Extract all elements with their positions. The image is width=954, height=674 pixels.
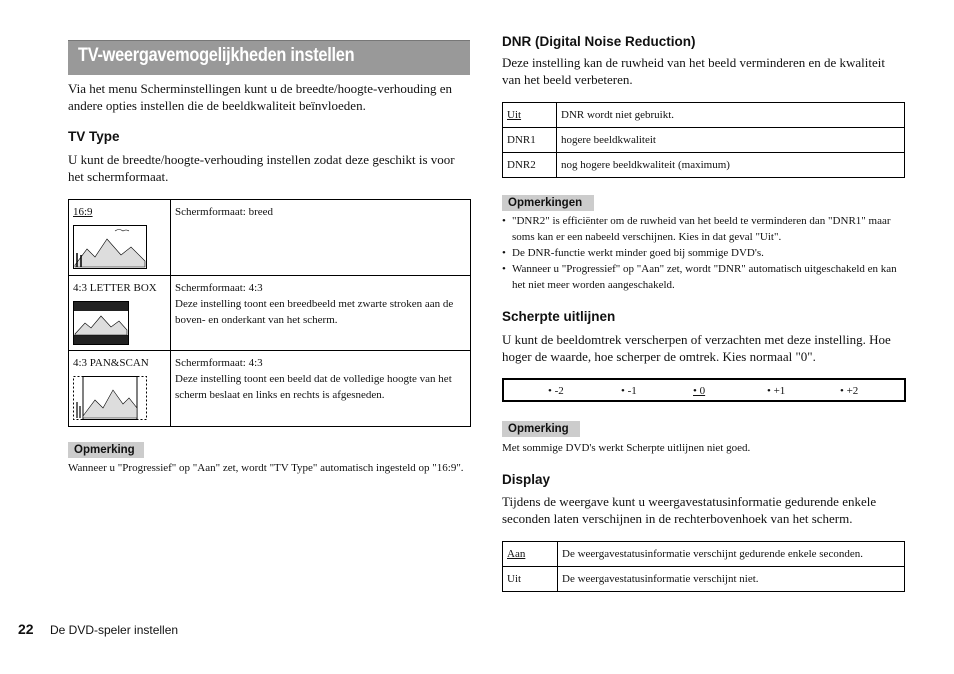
- description-cell: nog hogere beeldkwaliteit (maximum): [557, 153, 905, 178]
- description-cell: [171, 351, 471, 427]
- sharpness-note-label: Opmerking: [502, 421, 580, 437]
- table-row: [69, 276, 471, 351]
- display-heading: Display: [502, 472, 551, 487]
- dnr-paragraph: Deze instelling kan de ruwheid van het beeld verminderen en de kwaliteit van het beeld verbeteren.: [502, 55, 885, 87]
- section-title: TV-weergavemogelijkheden instellen: [78, 45, 355, 66]
- table-row: [503, 103, 905, 128]
- page-number: 22: [18, 621, 34, 637]
- option-cell: [503, 542, 558, 567]
- notes-list: [502, 213, 906, 293]
- display-table: [502, 541, 905, 592]
- sharpness-note-text: Met sommige DVD's werkt Scherpte uitlijnen niet goed.: [502, 442, 751, 454]
- sharpness-value-default: • 0: [693, 385, 706, 397]
- description-line: Deze instelling toont een beeld dat de volledige hoogte van het scherm beslaat en links en rechts is afgesneden.: [175, 373, 452, 401]
- description-cell: De weergavestatusinformatie verschijnt niet.: [558, 567, 905, 592]
- sharpness-value: • +2: [840, 385, 859, 397]
- tvtype-heading: TV Type: [68, 129, 120, 144]
- option-cell: [69, 351, 171, 427]
- tvtype-paragraph: U kunt de breedte/hoogte-verhouding instellen zodat deze geschikt is voor het schermformaat.: [68, 152, 455, 184]
- widescreen-tv-icon: [73, 225, 147, 269]
- panscan-tv-icon: [73, 376, 147, 420]
- intro-paragraph: Via het menu Scherminstellingen kunt u de breedte/hoogte-verhouding en andere opties instellen die de beeldkwaliteit beïnvloeden.: [68, 81, 453, 113]
- option-cell: DNR2: [503, 153, 557, 178]
- description-cell: hogere beeldkwaliteit: [557, 128, 905, 153]
- table-row: [503, 128, 905, 153]
- dnr-heading: DNR (Digital Noise Reduction): [502, 34, 696, 49]
- tvtype-table: [68, 199, 471, 427]
- table-row: [69, 200, 471, 276]
- description-line: Schermformaat: 4:3: [175, 282, 263, 294]
- option-cell: DNR1: [503, 128, 557, 153]
- dnr-table: [502, 102, 905, 178]
- list-item: • "DNR2" is efficiënter om de ruwheid van het beeld te verminderen dan "DNR1" maar soms kan er een nabeeld verschijnen. Kies in dat geval "Uit".: [502, 213, 906, 245]
- option-cell: [69, 276, 171, 351]
- note-text: Wanneer u "Progressief" op "Aan" zet, wordt "TV Type" automatisch ingesteld op "16:9".: [68, 462, 464, 474]
- option-cell: [69, 200, 171, 276]
- option-label: 16:9: [73, 206, 93, 218]
- option-label: 4:3 LETTER BOX: [73, 282, 157, 294]
- option-cell: [503, 103, 557, 128]
- table-row: [503, 542, 905, 567]
- sharpness-paragraph: U kunt de beeldomtrek verscherpen of verzachten met deze instelling. Hoe hoger de waarde, hoe scherper de omtrek. Kies normaal "0".: [502, 332, 891, 364]
- description-line: Schermformaat: breed: [175, 206, 274, 218]
- section-title-bar: [68, 40, 470, 75]
- description-line: Schermformaat: 4:3: [175, 357, 263, 369]
- table-row: [503, 567, 905, 592]
- section-footer: De DVD-speler instellen: [50, 623, 179, 637]
- description-cell: [171, 200, 471, 276]
- sharpness-scale: [502, 378, 906, 402]
- sharpness-value: • -1: [621, 385, 637, 397]
- description-cell: [171, 276, 471, 351]
- description-cell: DNR wordt niet gebruikt.: [557, 103, 905, 128]
- table-row: [69, 351, 471, 427]
- table-row: [503, 153, 905, 178]
- sharpness-value: • +1: [767, 385, 786, 397]
- note-label: Opmerking: [68, 442, 144, 458]
- option-cell: Uit: [503, 567, 558, 592]
- sharpness-heading: Scherpte uitlijnen: [502, 309, 616, 324]
- sharpness-value: • -2: [548, 385, 564, 397]
- option-label: 4:3 PAN&SCAN: [73, 357, 149, 369]
- letterbox-tv-icon: [73, 301, 129, 345]
- display-paragraph: Tijdens de weergave kunt u weergavestatusinformatie gedurende enkele seconden laten verschijnen in de rechterbovenhoek van het scherm.: [502, 494, 877, 526]
- option-label: Uit: [507, 109, 522, 121]
- list-item: • Wanneer u "Progressief" op "Aan" zet, wordt "DNR" automatisch uitgeschakeld en kan het niet meer worden aangeschakeld.: [502, 261, 906, 293]
- notes-label: Opmerkingen: [502, 195, 594, 211]
- list-item: • De DNR-functie werkt minder goed bij sommige DVD's.: [502, 245, 906, 261]
- description-line: Deze instelling toont een breedbeeld met zwarte stroken aan de boven- en onderkant van het scherm.: [175, 298, 454, 326]
- option-label: Aan: [507, 548, 526, 560]
- description-cell: De weergavestatusinformatie verschijnt gedurende enkele seconden.: [558, 542, 905, 567]
